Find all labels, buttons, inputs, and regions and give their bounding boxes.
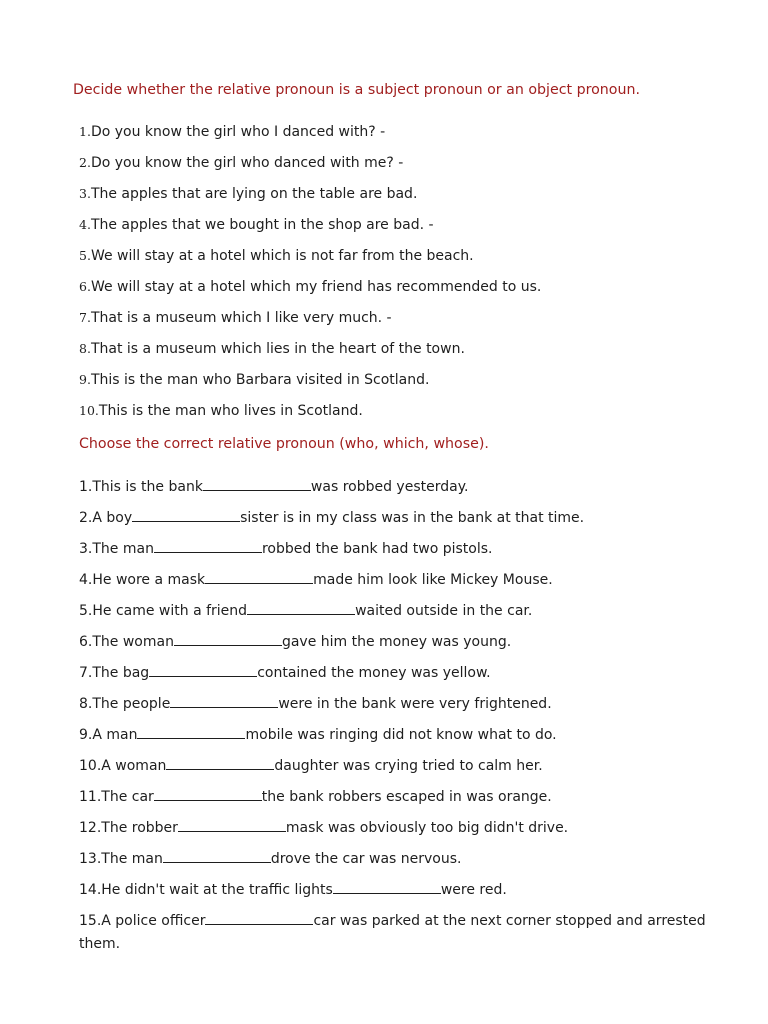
item-text: The apples that are lying on the table are bad. xyxy=(90,186,418,202)
list-item xyxy=(79,693,719,724)
list-item xyxy=(79,879,719,910)
item-text: This is the man who lives in Scotland. xyxy=(98,403,363,419)
answer-blank xyxy=(154,538,262,553)
fill-in-blank-list xyxy=(79,476,719,956)
list-item xyxy=(79,538,719,569)
list-item xyxy=(79,817,719,848)
answer-blank xyxy=(137,724,245,739)
item-text-after: made him look like Mickey Mouse. xyxy=(313,572,553,588)
section2-heading: Choose the correct relative pronoun (who, which, whose). xyxy=(79,436,489,452)
item-text-before: 15.A police officer xyxy=(79,913,206,929)
item-number: 9. xyxy=(79,372,91,387)
section1-heading: Decide whether the relative pronoun is a subject pronoun or an object pronoun. xyxy=(73,82,640,98)
list-item xyxy=(79,401,541,432)
answer-blank xyxy=(178,817,286,832)
item-text-before: 5.He came with a friend xyxy=(79,603,248,619)
item-text-after: was robbed yesterday. xyxy=(310,479,469,495)
item-text: The apples that we bought in the shop are bad. - xyxy=(90,217,434,233)
answer-blank xyxy=(149,662,257,677)
item-text-before: 6.The woman xyxy=(79,634,174,650)
list-item xyxy=(79,724,719,755)
item-text-after: robbed the bank had two pistols. xyxy=(261,541,493,557)
list-item xyxy=(79,507,719,538)
answer-blank xyxy=(154,786,262,801)
item-number: 8. xyxy=(79,341,91,356)
item-text-before: 7.The bag xyxy=(79,665,150,681)
item-number: 5. xyxy=(79,248,91,263)
item-text-after: gave him the money was young. xyxy=(281,634,512,650)
item-text-after: mobile was ringing did not know what to do. xyxy=(245,727,557,743)
item-text: That is a museum which lies in the heart of the town. xyxy=(90,341,465,357)
list-item xyxy=(79,662,719,693)
list-item xyxy=(79,848,719,879)
subject-object-list xyxy=(79,122,541,432)
item-text-after: sister is in my class was in the bank at that time. xyxy=(240,510,585,526)
item-text-after: mask was obviously too big didn't drive. xyxy=(285,820,569,836)
item-text-after: car was parked at the next corner stopped and arrested them. xyxy=(79,913,706,952)
item-text: Do you know the girl who I danced with? - xyxy=(90,124,386,140)
answer-blank xyxy=(203,476,311,491)
item-text-before: 9.A man xyxy=(79,727,138,743)
list-item xyxy=(79,308,541,339)
item-text-after: were red. xyxy=(440,882,507,898)
answer-blank xyxy=(163,848,271,863)
answer-blank xyxy=(132,507,240,522)
item-number: 10. xyxy=(79,403,99,418)
answer-blank xyxy=(170,693,278,708)
item-text-before: 2.A boy xyxy=(79,510,133,526)
item-text-after: the bank robbers escaped in was orange. xyxy=(261,789,552,805)
item-text-before: 8.The people xyxy=(79,696,171,712)
item-text: We will stay at a hotel which is not far from the beach. xyxy=(90,248,474,264)
list-item xyxy=(79,277,541,308)
item-number: 6. xyxy=(79,279,91,294)
list-item xyxy=(79,122,541,153)
list-item xyxy=(79,786,719,817)
item-text: Do you know the girl who danced with me? - xyxy=(90,155,404,171)
answer-blank xyxy=(174,631,282,646)
item-number: 7. xyxy=(79,310,91,325)
answer-blank xyxy=(205,910,313,925)
list-item xyxy=(79,246,541,277)
list-item xyxy=(79,600,719,631)
list-item xyxy=(79,569,719,600)
item-text-before: 14.He didn't wait at the traffic lights xyxy=(79,882,333,898)
list-item xyxy=(79,153,541,184)
item-text-after: drove the car was nervous. xyxy=(270,851,462,867)
list-item xyxy=(79,631,719,662)
item-text-after: contained the money was yellow. xyxy=(257,665,491,681)
answer-blank xyxy=(333,879,441,894)
item-text-after: were in the bank were very frightened. xyxy=(278,696,552,712)
list-item xyxy=(79,755,719,786)
list-item xyxy=(79,370,541,401)
list-item xyxy=(79,184,541,215)
item-text: We will stay at a hotel which my friend has recommended to us. xyxy=(90,279,542,295)
item-text-before: 10.A woman xyxy=(79,758,167,774)
item-number: 2. xyxy=(79,155,91,170)
list-item xyxy=(79,476,719,507)
answer-blank xyxy=(166,755,274,770)
list-item xyxy=(79,215,541,246)
answer-blank xyxy=(247,600,355,615)
item-text-before: 1.This is the bank xyxy=(79,479,203,495)
item-text-before: 4.He wore a mask xyxy=(79,572,206,588)
list-item xyxy=(79,339,541,370)
item-text: That is a museum which I like very much. - xyxy=(90,310,392,326)
item-text: This is the man who Barbara visited in Scotland. xyxy=(90,372,430,388)
list-item xyxy=(79,910,719,956)
item-text-before: 11.The car xyxy=(79,789,154,805)
item-number: 4. xyxy=(79,217,91,232)
item-number: 3. xyxy=(79,186,91,201)
item-text-after: waited outside in the car. xyxy=(355,603,533,619)
item-number: 1. xyxy=(79,124,91,139)
item-text-before: 12.The robber xyxy=(79,820,178,836)
item-text-after: daughter was crying tried to calm her. xyxy=(274,758,543,774)
item-text-before: 13.The man xyxy=(79,851,163,867)
item-text-before: 3.The man xyxy=(79,541,154,557)
answer-blank xyxy=(205,569,313,584)
